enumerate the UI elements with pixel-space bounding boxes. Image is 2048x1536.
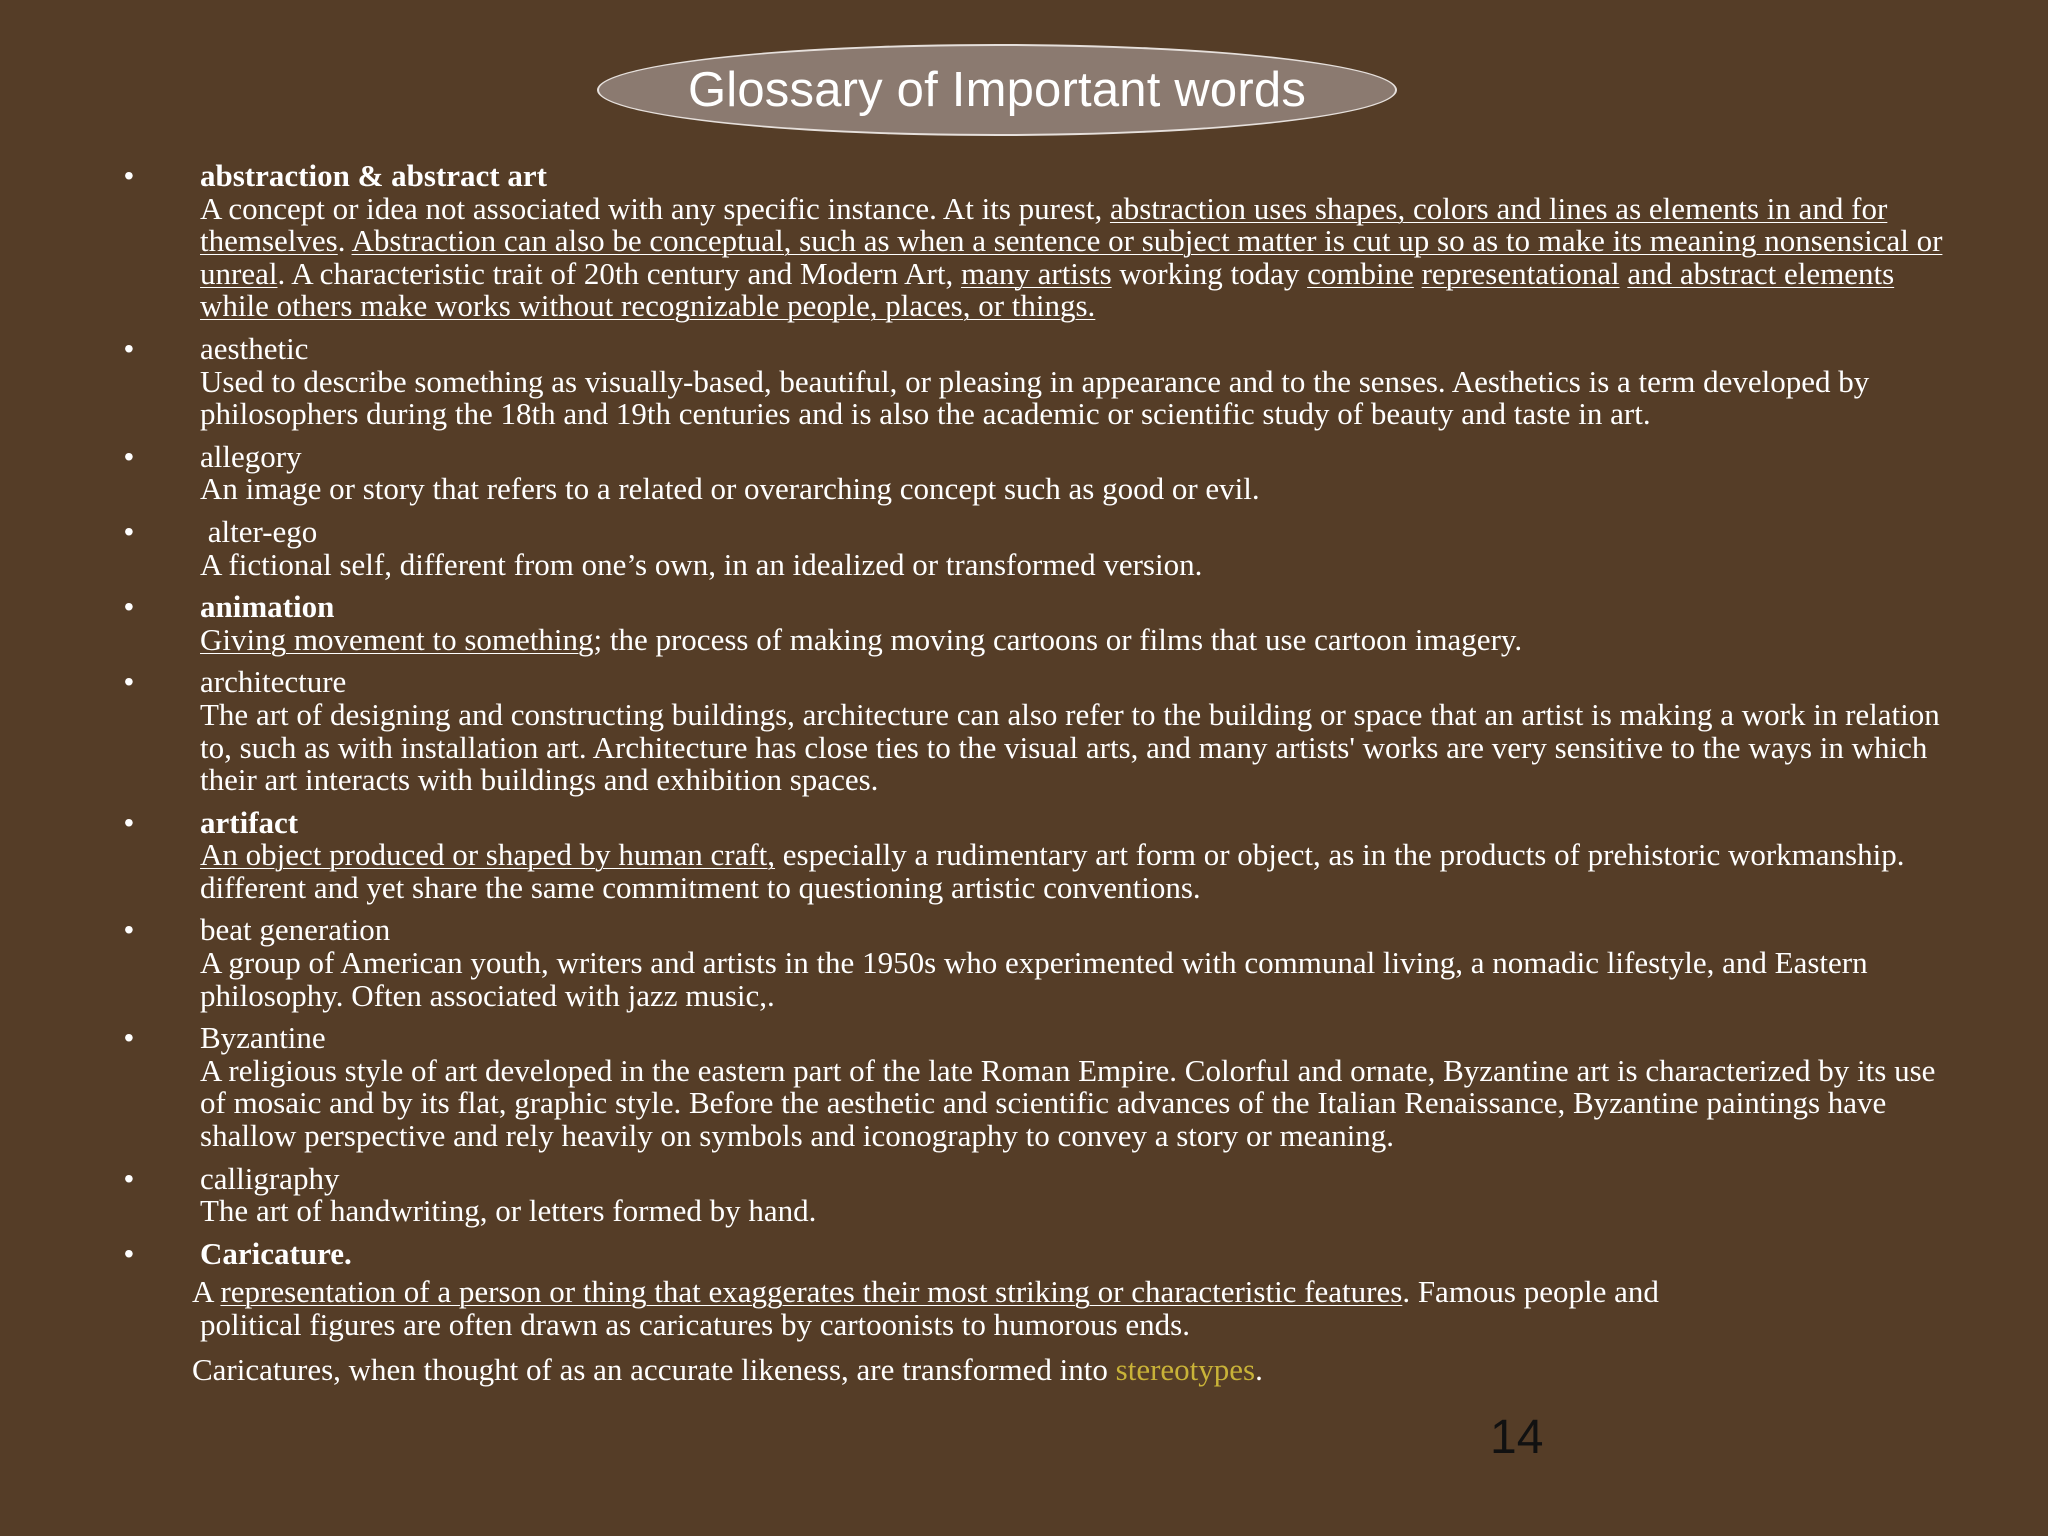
definition xyxy=(200,1195,1960,1228)
underlined-text: combine xyxy=(1307,255,1414,291)
bullet-icon: • xyxy=(124,1022,134,1054)
definition-text: The art of designing and constructing buildings, architecture can also refer to the building or space that an artist is making a work in relation to, such as with installation art. Architecture has close ties to the visual arts, and many artists' works are very sensitive to the ways in which their art interacts with buildings and exhibition spaces. xyxy=(200,696,1940,798)
definition xyxy=(200,1052,1960,1154)
definition-text: . xyxy=(337,223,352,259)
underlined-text: representational xyxy=(1421,255,1620,291)
underlined-text: Giving movement to something xyxy=(200,621,594,657)
glossary-entry xyxy=(0,160,1960,323)
title-banner xyxy=(597,44,1397,136)
bullet-icon: • xyxy=(124,1237,134,1269)
definition-text: . A characteristic trait of 20th century and Modern Art, xyxy=(277,255,961,291)
slide-number: 14 xyxy=(1490,1411,1544,1464)
definition-text: A religious style of art developed in the eastern part of the late Roman Empire. Colorful and ornate, Byzantine art is characterized by its use of mosaic and by its flat, graphic style. Before the aesthetic and scientific advances of the Italian Renaissance, Byzantine paintings have shallow perspective and rely heavily on symbols and iconography to convey a story or meaning. xyxy=(200,1052,1936,1154)
term: architecture xyxy=(200,664,347,700)
definition-text: Used to describe something as visually-based, beautiful, or pleasing in appearance and to the senses. Aesthetics is a term developed by philosophers during the 18th and 19th centuries and is also the academic or scientific study of beauty and taste in art. xyxy=(200,363,1870,432)
term: Caricature. xyxy=(200,1235,352,1271)
bullet-icon: • xyxy=(124,914,134,946)
definition xyxy=(200,363,1960,432)
definition-text: political figures are often drawn as caricatures by cartoonists to humorous ends. xyxy=(200,1307,1190,1342)
glossary-entry xyxy=(0,804,1960,905)
bullet-icon: • xyxy=(124,515,134,547)
bullet-icon: • xyxy=(124,1162,134,1194)
bullet-icon: • xyxy=(124,440,134,472)
glossary-entry xyxy=(0,591,1960,656)
bullet-icon: • xyxy=(124,591,134,623)
definition xyxy=(200,947,1960,1012)
caricature-note xyxy=(0,1351,1960,1387)
definition xyxy=(200,839,1960,904)
definition xyxy=(200,696,1960,798)
definition-text: . Famous people and xyxy=(1402,1274,1659,1310)
definition-text: A xyxy=(192,1274,221,1310)
term: animation xyxy=(200,589,335,625)
bullet-icon: • xyxy=(124,806,134,838)
definition-text xyxy=(1414,256,1422,291)
term: beat generation xyxy=(200,912,391,948)
underlined-text: Abstraction can also be conceptual, such as when a sentence or subject matter is cut up so as to make its meaning nonsensical or unreal xyxy=(200,223,1943,291)
glossary-entry xyxy=(0,914,1960,1012)
definition-text: A fictional self, different from one’s own, in an idealized or transformed version. xyxy=(200,546,1203,582)
definition-text: The art of handwriting, or letters formed by hand. xyxy=(200,1193,817,1229)
glossary-entry xyxy=(0,666,1960,796)
term: allegory xyxy=(200,438,302,474)
definition-text: A group of American youth, writers and artists in the 1950s who experimented with communal living, a nomadic lifestyle, and Eastern philosophy. Often associated with jazz music,. xyxy=(200,945,1868,1013)
definition-text: Caricatures, when thought of as an accurate likeness, are transformed into xyxy=(192,1351,1116,1387)
definition-text: An image or story that refers to a related or overarching concept such as good or evil. xyxy=(200,471,1260,507)
glossary-entry xyxy=(0,330,1960,432)
term: artifact xyxy=(200,804,299,840)
definition xyxy=(200,473,1960,506)
glossary-entry xyxy=(0,513,1960,582)
term: Byzantine xyxy=(200,1020,326,1056)
term: alter-ego xyxy=(200,513,318,549)
bullet-icon: • xyxy=(124,666,134,698)
bullet-icon: • xyxy=(124,332,134,364)
glossary-entry xyxy=(0,1022,1960,1152)
term: aesthetic xyxy=(200,330,309,366)
glossary-entry xyxy=(0,1235,1960,1271)
stereotypes-link[interactable]: stereotypes xyxy=(1115,1351,1256,1387)
page-title: Glossary of Important words xyxy=(687,63,1307,117)
glossary-entry xyxy=(0,1160,1960,1229)
underlined-text: and abstract elements while others make works without recognizable people, places, or things. xyxy=(200,255,1895,324)
definition-text: ; the process of making moving cartoons or films that use cartoon imagery. xyxy=(593,621,1523,657)
underlined-text: many artists xyxy=(960,255,1112,291)
definition-text: representation of a person or thing that exaggerates their most striking or characteristic features xyxy=(220,1274,1403,1310)
term: calligraphy xyxy=(200,1160,340,1196)
definition-text: . xyxy=(1255,1351,1263,1387)
term: abstraction & abstract art xyxy=(200,158,547,193)
definition xyxy=(200,190,1960,324)
underlined-text: An object produced or shaped by human craft, xyxy=(200,837,776,873)
definition-text: working today xyxy=(1111,255,1308,291)
bullet-icon: • xyxy=(124,160,134,191)
glossary-list xyxy=(0,160,1960,1386)
definition-text: A concept or idea not associated with any specific instance. At its purest, xyxy=(200,190,1110,226)
glossary-entry xyxy=(0,438,1960,507)
definition xyxy=(200,546,1960,582)
definition xyxy=(200,621,1960,657)
definition-text: especially a rudimentary art form or object, as in the products of prehistoric workmanship. different and yet share the same commitment to questioning artistic conventions. xyxy=(200,837,1905,905)
underlined-text: abstraction uses shapes, colors and lines as elements in and for themselves xyxy=(200,190,1888,259)
caricature-definition xyxy=(0,1276,1960,1341)
